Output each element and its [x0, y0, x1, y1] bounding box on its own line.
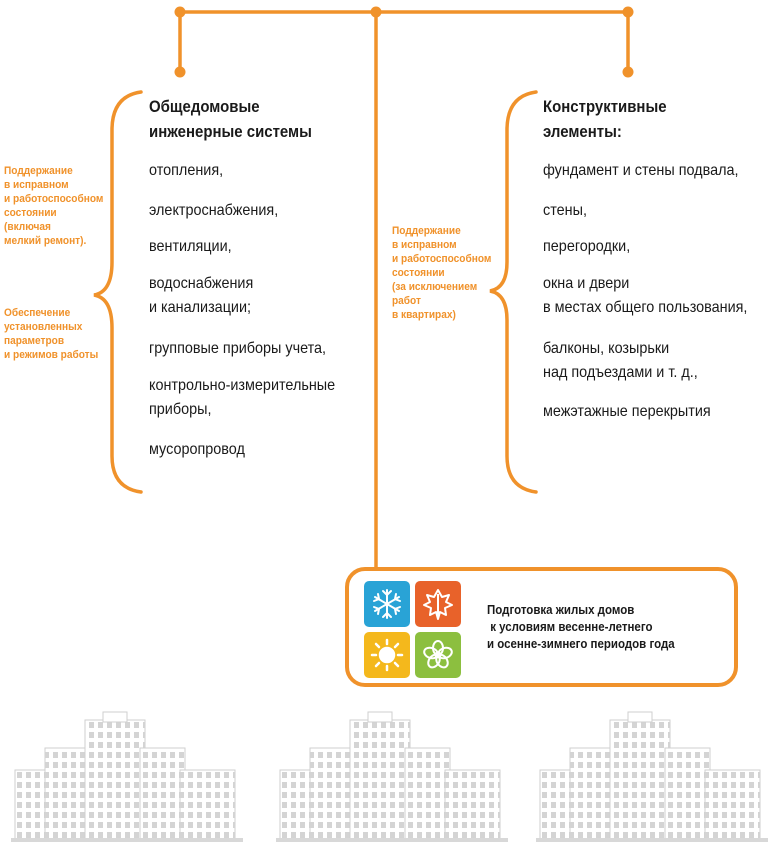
left-note-line: параметров — [4, 335, 65, 347]
list-item: окна и двери — [543, 275, 630, 292]
left-end-dot — [175, 67, 186, 78]
top-right-dot — [623, 7, 634, 18]
left-note-line: установленных — [4, 321, 83, 333]
list-item: отопления, — [149, 162, 224, 179]
list-item: групповые приборы учета, — [149, 340, 327, 357]
seasonal-text-line: к условиям весенне-летнего — [487, 620, 653, 634]
list-item: над подъездами и т. д., — [543, 364, 698, 381]
left-note-line: мелкий ремонт). — [4, 235, 87, 247]
list-item: контрольно-измерительные — [149, 377, 336, 394]
left-note-line: в исправном — [4, 179, 69, 191]
left-note-line: и режимов работы — [4, 349, 99, 361]
sun-icon — [364, 632, 410, 678]
list-item: приборы, — [149, 401, 212, 418]
list-item: электроснабжения, — [149, 202, 279, 219]
right-group-title-line2: элементы: — [543, 122, 622, 141]
right-note-line: в исправном — [392, 239, 457, 251]
left-note-line: Поддержание — [4, 165, 73, 177]
leaf-icon — [415, 581, 461, 627]
right-end-dot — [623, 67, 634, 78]
flower-icon — [415, 632, 461, 678]
left-group-title-line2: инженерные системы — [149, 122, 312, 141]
top-center-dot — [371, 7, 382, 18]
right-note-line: и работоспособном — [392, 253, 492, 265]
list-item: стены, — [543, 202, 587, 219]
list-item: вентиляции, — [149, 238, 232, 255]
right-note-line: в квартирах) — [392, 309, 456, 321]
left-group-title-line1: Общедомовые — [149, 97, 260, 116]
seasonal-text-line: и осенне-зимнего периодов года — [487, 637, 675, 651]
right-note-line: Поддержание — [392, 225, 461, 237]
top-left-dot — [175, 7, 186, 18]
buildings-illustration — [0, 710, 768, 852]
left-note-line: и работоспособном — [4, 193, 104, 205]
list-item: фундамент и стены подвала, — [543, 162, 739, 179]
left-brace — [94, 92, 141, 492]
left-note-line: (включая — [4, 221, 51, 233]
seasonal-text-line: Подготовка жилых домов — [487, 603, 635, 617]
right-note-line: работ — [392, 295, 421, 307]
list-item: межэтажные перекрытия — [543, 403, 711, 420]
list-item: в местах общего пользования, — [543, 299, 748, 316]
list-item: водоснабжения — [149, 275, 254, 292]
list-item: и канализации; — [149, 299, 252, 316]
left-note-line: состоянии — [4, 207, 57, 219]
list-item: балконы, козырьки — [543, 340, 670, 357]
snowflake-icon — [364, 581, 410, 627]
list-item: перегородки, — [543, 238, 631, 255]
seasonal-preparation-box — [345, 567, 738, 687]
right-note-line: (за исключением — [392, 281, 478, 293]
list-item: мусоропровод — [149, 441, 245, 458]
right-brace — [490, 92, 536, 492]
left-note-line: Обеспечение — [4, 307, 71, 319]
right-group-title-line1: Конструктивные — [543, 97, 667, 116]
right-note-line: состоянии — [392, 267, 445, 279]
